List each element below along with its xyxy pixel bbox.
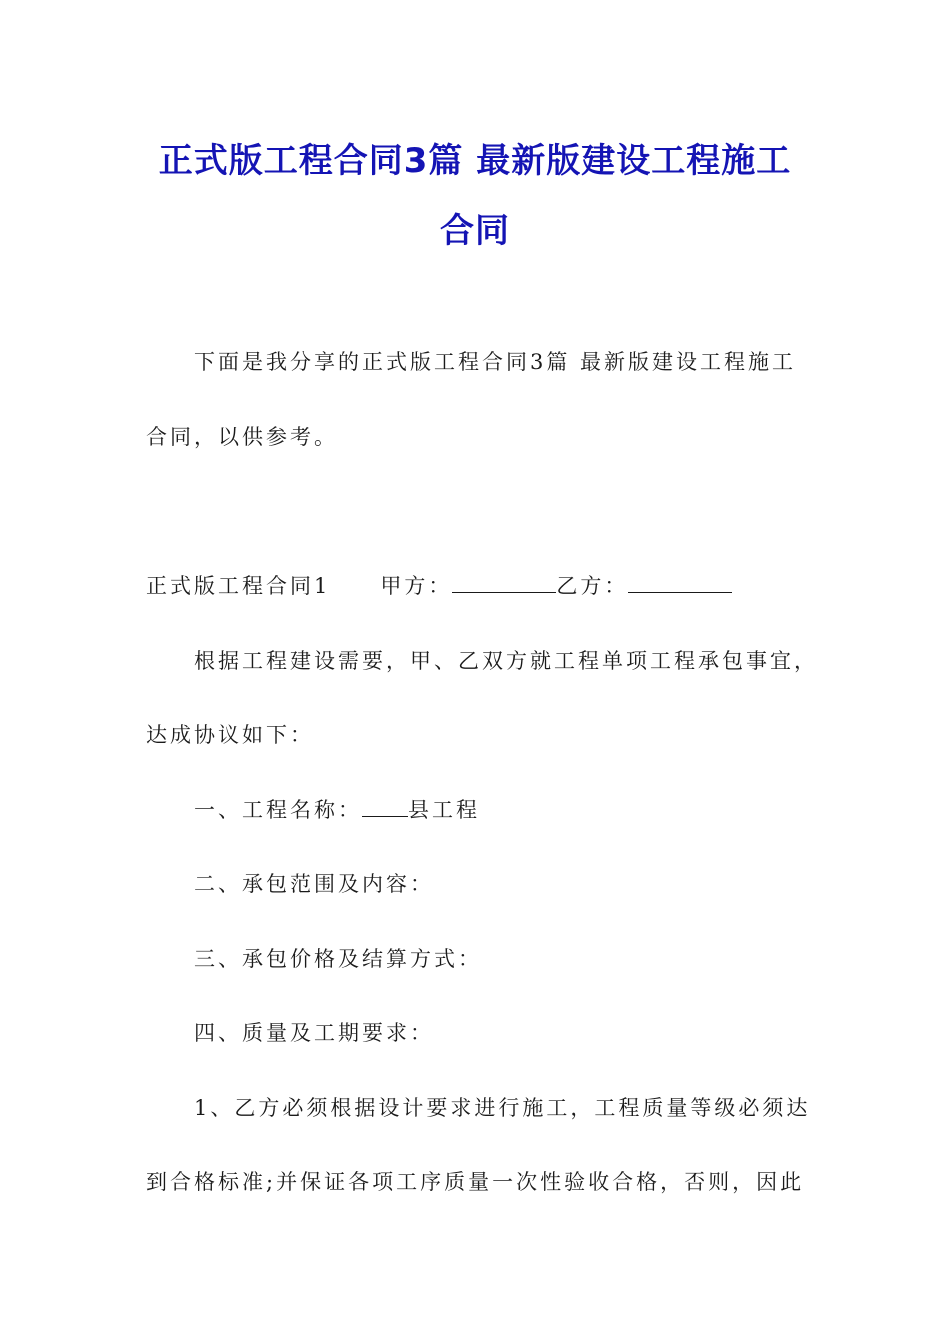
contract-heading: 正式版工程合同1 [146,574,331,598]
para1-line-2: 达成协议如下： [146,723,314,747]
item-2: 二、承包范围及内容： [194,872,434,896]
party-a-label: 甲方： [380,574,453,598]
item-1-prefix: 一、工程名称： [194,798,362,822]
intro-line-1: 下面是我分享的正式版工程合同3篇 最新版建设工程施工 [194,350,797,374]
project-name-blank [362,796,408,817]
intro-line-2: 合同，以供参考。 [146,425,338,449]
document-title-line-2: 合同 [440,211,510,251]
item-4: 四、质量及工期要求： [194,1021,434,1045]
item-1-suffix: 县工程 [408,798,480,822]
document-title-line-1: 正式版工程合同3篇 最新版建设工程施工 [158,141,792,181]
item-3: 三、承包价格及结算方式： [194,947,482,971]
party-a-blank [452,572,556,593]
item-1-row [194,794,480,824]
party-b-label: 乙方： [556,574,629,598]
clause-1-line-1: 1、乙方必须根据设计要求进行施工，工程质量等级必须达 [194,1096,811,1120]
contract-heading-row [146,570,732,600]
clause-1-line-2: 到合格标准;并保证各项工序质量一次性验收合格，否则，因此 [146,1170,805,1194]
para1-line-1: 根据工程建设需要，甲、乙双方就工程单项工程承包事宜， [194,649,818,673]
party-b-blank [628,572,732,593]
